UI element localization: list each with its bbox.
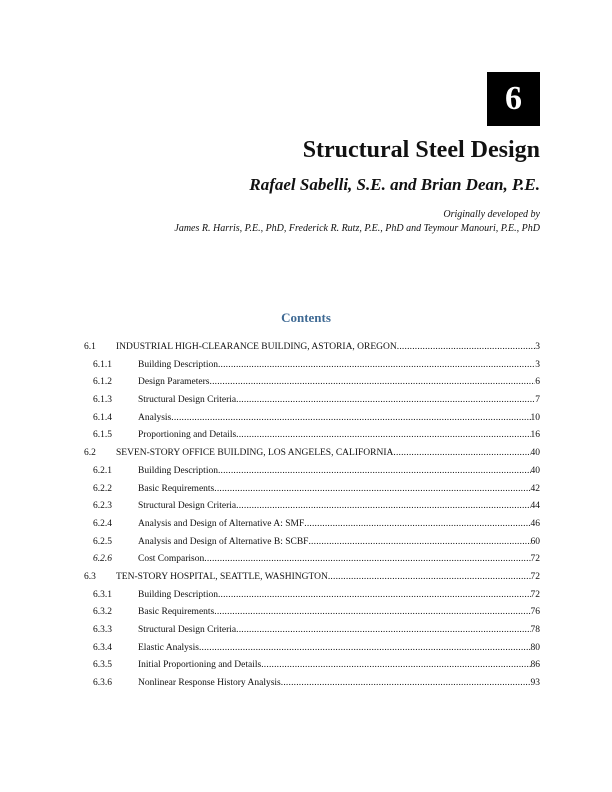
toc-entry-page: 72 <box>530 571 540 582</box>
toc-entry-label: Structural Design Criteria <box>138 625 237 635</box>
toc-dot-leader <box>218 587 531 605</box>
toc-entry-line <box>116 569 540 587</box>
toc-entry-line <box>138 587 540 605</box>
toc-entry-number: 6.3 <box>84 571 96 582</box>
toc-entry[interactable] <box>84 445 540 463</box>
toc-entry-number: 6.1.4 <box>93 412 112 423</box>
contents-heading: Contents <box>281 310 331 325</box>
toc-dot-leader <box>236 622 530 640</box>
toc-entry-line <box>138 657 540 675</box>
toc-entry-label: Proportioning and Details <box>138 430 237 441</box>
toc-entry[interactable] <box>84 622 540 640</box>
toc-entry-line <box>138 357 540 375</box>
toc-entry-number: 6.2.3 <box>93 501 112 512</box>
toc-dot-leader <box>304 516 530 534</box>
toc-dot-leader <box>218 357 535 375</box>
toc-entry-page: 76 <box>530 607 540 618</box>
toc-entry-number: 6.1 <box>84 342 96 352</box>
toc-entry-number: 6.2.6 <box>93 554 112 565</box>
toc-entry[interactable] <box>84 463 540 481</box>
toc-entry-line <box>138 498 540 516</box>
toc-entry-label: Cost Comparison <box>138 554 205 565</box>
originally-developed-label: Originally developed by <box>443 209 540 220</box>
toc-entry-page: 72 <box>530 589 540 600</box>
toc-entry-page: 80 <box>530 642 540 653</box>
toc-dot-leader <box>397 339 535 357</box>
toc-entry-number: 6.3.6 <box>93 678 112 689</box>
toc-entry[interactable] <box>84 481 540 499</box>
toc-entry-number: 6.2.2 <box>93 483 112 494</box>
toc-entry-label: Elastic Analysis <box>138 642 199 653</box>
toc-entry-line <box>138 622 540 640</box>
toc-entry-number: 6.1.2 <box>93 377 112 388</box>
toc-entry-number: 6.1.5 <box>93 430 112 441</box>
toc-entry-number: 6.1.1 <box>93 359 112 370</box>
toc-entry[interactable] <box>84 498 540 516</box>
toc-entry[interactable] <box>84 410 540 428</box>
toc-entry-page: 86 <box>530 660 540 671</box>
toc-entry-number: 6.1.3 <box>93 395 112 406</box>
toc-entry-line <box>138 410 540 428</box>
toc-entry-line <box>138 392 540 410</box>
toc-entry-page: 46 <box>530 518 540 529</box>
toc-dot-leader <box>308 534 530 552</box>
toc-entry[interactable] <box>84 551 540 569</box>
toc-entry-page: 10 <box>530 412 540 423</box>
toc-entry[interactable] <box>84 357 540 375</box>
toc-entry-label: Analysis and Design of Alternative B: SCBF <box>138 536 309 547</box>
original-authors: James R. Harris, P.E., PhD, Frederick R. Rutz, P.E., PhD and Teymour Manouri, P.E., PhD <box>174 223 540 234</box>
table-of-contents <box>84 339 540 693</box>
toc-entry[interactable] <box>84 569 540 587</box>
toc-dot-leader <box>218 463 531 481</box>
toc-entry-number: 6.3.3 <box>93 625 112 635</box>
toc-entry-page: 16 <box>530 430 540 441</box>
toc-entry[interactable] <box>84 587 540 605</box>
toc-dot-leader <box>199 640 531 658</box>
toc-entry-line <box>138 374 540 392</box>
toc-entry-line <box>138 481 540 499</box>
toc-entry[interactable] <box>84 675 540 693</box>
toc-dot-leader <box>328 569 531 587</box>
toc-entry-label: Analysis <box>138 412 172 423</box>
toc-entry[interactable] <box>84 374 540 392</box>
toc-entry-label: Building Description <box>138 359 218 370</box>
toc-entry-label: INDUSTRIAL HIGH-CLEARANCE BUILDING, ASTORIA, OREGON <box>116 342 397 352</box>
toc-entry-label: Structural Design Criteria <box>138 501 237 512</box>
toc-entry-page: 3 <box>535 359 540 370</box>
toc-entry-page: 60 <box>530 536 540 547</box>
toc-dot-leader <box>261 657 530 675</box>
toc-entry-line <box>138 534 540 552</box>
chapter-authors: Rafael Sabelli, S.E. and Brian Dean, P.E. <box>249 175 540 194</box>
toc-dot-leader <box>204 551 530 569</box>
toc-entry-label: Structural Design Criteria <box>138 395 237 406</box>
toc-dot-leader <box>210 374 536 392</box>
toc-entry-line <box>138 427 540 445</box>
toc-entry-line <box>138 516 540 534</box>
toc-entry-label: Basic Requirements <box>138 483 215 494</box>
toc-entry-line <box>138 551 540 569</box>
toc-entry-page: 40 <box>530 448 540 459</box>
toc-entry-line <box>138 675 540 693</box>
toc-entry-page: 78 <box>530 625 540 635</box>
chapter-number: 6 <box>505 80 522 117</box>
toc-dot-leader <box>171 410 530 428</box>
toc-entry-label: Building Description <box>138 589 218 600</box>
toc-entry-label: SEVEN-STORY OFFICE BUILDING, LOS ANGELES, CALIFORNIA <box>116 448 394 459</box>
chapter-title: Structural Steel Design <box>302 137 540 163</box>
toc-entry-page: 42 <box>530 483 540 494</box>
toc-entry-page: 93 <box>530 678 540 689</box>
toc-entry-page: 40 <box>530 465 540 476</box>
toc-entry-line <box>116 445 540 463</box>
toc-entry-number: 6.3.2 <box>93 607 112 618</box>
toc-entry[interactable] <box>84 604 540 622</box>
toc-entry-page: 44 <box>530 501 540 512</box>
toc-dot-leader <box>214 481 530 499</box>
toc-entry[interactable] <box>84 516 540 534</box>
toc-entry-number: 6.3.1 <box>93 589 112 600</box>
toc-dot-leader <box>236 427 530 445</box>
toc-entry-page: 7 <box>535 395 540 406</box>
toc-entry[interactable] <box>84 339 540 357</box>
toc-entry-label: Building Description <box>138 465 218 476</box>
toc-dot-leader <box>236 392 535 410</box>
toc-dot-leader <box>393 445 530 463</box>
toc-dot-leader <box>236 498 530 516</box>
chapter-number-box <box>487 72 540 126</box>
toc-entry[interactable] <box>84 534 540 552</box>
toc-dot-leader <box>281 675 531 693</box>
toc-entry-number: 6.2.5 <box>93 536 112 547</box>
toc-entry[interactable] <box>84 657 540 675</box>
toc-entry[interactable] <box>84 392 540 410</box>
toc-entry-line <box>138 640 540 658</box>
toc-entry-label: Basic Requirements <box>138 607 215 618</box>
toc-entry[interactable] <box>84 640 540 658</box>
toc-entry-label: Initial Proportioning and Details <box>138 660 262 671</box>
toc-entry-label: Design Parameters <box>138 377 210 388</box>
toc-entry-number: 6.2.1 <box>93 465 112 476</box>
toc-entry-number: 6.2.4 <box>93 518 112 529</box>
toc-entry-page: 72 <box>530 554 540 565</box>
toc-entry-line <box>138 463 540 481</box>
toc-dot-leader <box>214 604 530 622</box>
toc-entry-page: 3 <box>535 342 540 352</box>
toc-entry-number: 6.2 <box>84 448 96 459</box>
toc-entry[interactable] <box>84 427 540 445</box>
toc-entry-line <box>116 339 540 357</box>
toc-entry-page: 6 <box>535 377 540 388</box>
toc-entry-line <box>138 604 540 622</box>
toc-entry-label: Analysis and Design of Alternative A: SMF <box>138 518 305 529</box>
toc-entry-label: Nonlinear Response History Analysis <box>138 678 281 689</box>
toc-entry-label: TEN-STORY HOSPITAL, SEATTLE, WASHINGTON <box>116 571 328 582</box>
toc-entry-number: 6.3.5 <box>93 660 112 671</box>
toc-entry-number: 6.3.4 <box>93 642 112 653</box>
